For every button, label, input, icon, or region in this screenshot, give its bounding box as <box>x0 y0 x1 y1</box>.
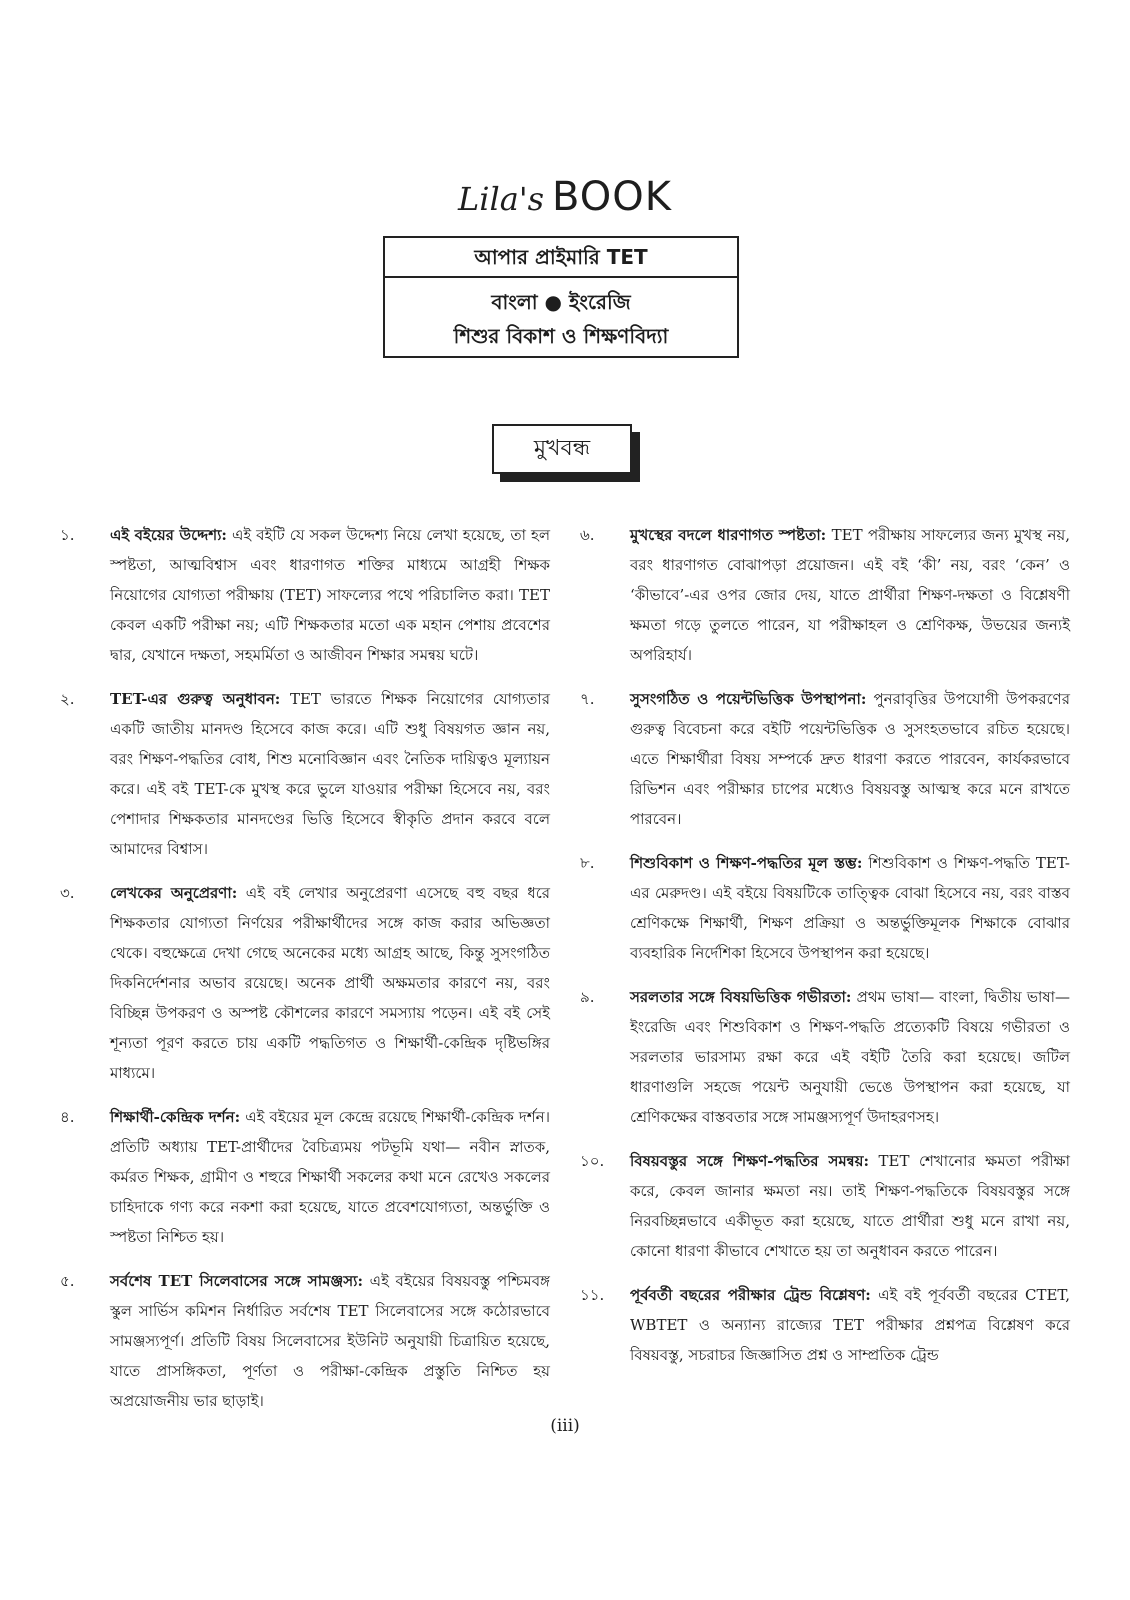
item-number: ২. <box>60 690 75 708</box>
item-body: এই বইয়ের বিষয়বস্তু পশ্চিমবঙ্গ স্কুল সার্ভিস কমিশন নির্ধারিত সর্বশেষ TET সিলেবাসের সঙ্গে কঠোরভাবে সামঞ্জস্যপূর্ণ। প্রতিটি বিষয় সিলেবাসের ইউনিট অনুযায়ী চিত্রায়িত হয়েছে, যাতে প্রাসঙ্গিকতা, পূর্ণতা ও পরীক্ষা-কেন্দ্রিক প্রস্তুতি নিশ্চিত হয় অপ্রয়োজনীয় ভার ছাড়াই। <box>110 1272 550 1410</box>
item-body: এই বইয়ের মূল কেন্দ্রে রয়েছে শিক্ষার্থী-কেন্দ্রিক দর্শন। প্রতিটি অধ্যায় TET-প্রার্থীদের বৈচিত্র্যময় পটভূমি যথা— নবীন স্নাতক, কর্মরত শিক্ষক, গ্রামীণ ও শহুরে শিক্ষার্থী সকলের কথা মনে রেখেও সকলের চাহিদাকে গণ্য করে নকশা করা হয়েছে, যাতে প্রবেশযোগ্যতা, অন্তর্ভুক্তি ও স্পষ্টতা নিশ্চিত হয়। <box>110 1108 550 1246</box>
list-item <box>580 684 1070 834</box>
item-number: ৭. <box>580 690 595 708</box>
book-title-box <box>383 236 739 358</box>
list-item <box>580 1146 1070 1266</box>
item-body: প্রথম ভাষা— বাংলা, দ্বিতীয় ভাষা— ইংরেজি এবং শিশুবিকাশ ও শিক্ষণ-পদ্ধতি প্রত্যেকটি বিষয়ে গভীরতা ও সরলতার ভারসাম্য রক্ষা করে এই বইটি তৈরি করা হয়েছে। জটিল ধারণাগুলি সহজে পয়েন্ট অনুযায়ী ভেঙে উপস্থাপন করা হয়েছে, যা শ্রেণিকক্ষের বাস্তবতার সঙ্গে সামঞ্জস্যপূর্ণ উদাহরণসহ। <box>630 988 1070 1126</box>
item-number: ৪. <box>60 1108 75 1126</box>
list-item <box>580 1280 1070 1370</box>
list-item <box>60 1266 550 1416</box>
list-item <box>60 1102 550 1252</box>
item-heading: শিশুবিকাশ ও শিক্ষণ-পদ্ধতির মূল স্তম্ভ: <box>630 854 863 872</box>
item-number: ১. <box>60 526 75 544</box>
item-heading: সর্বশেষ TET সিলেবাসের সঙ্গে সামঞ্জস্য: <box>110 1272 364 1290</box>
right-column <box>580 520 1070 1384</box>
item-number: ৫. <box>60 1272 75 1290</box>
item-heading: শিক্ষার্থী-কেন্দ্রিক দর্শন: <box>110 1108 241 1126</box>
item-heading: সরলতার সঙ্গে বিষয়ভিত্তিক গভীরতা: <box>630 988 852 1006</box>
item-body: TET ভারতে শিক্ষক নিয়োগের যোগ্যতার একটি জাতীয় মানদণ্ড হিসেবে কাজ করে। এটি শুধু বিষয়গত জ্ঞান নয়, বরং শিক্ষণ-পদ্ধতির বোধ, শিশু মনোবিজ্ঞান এবং নৈতিক দায়িত্বও মূল্যায়ন করে। এই বই TET-কে মুখস্থ করে ভুলে যাওয়ার পরীক্ষা হিসেবে নয়, বরং পেশাদার শিক্ষকতার মানদণ্ডের ভিত্তি হিসেবে স্বীকৃতি প্রদান করবে বলে আমাদের বিশ্বাস। <box>110 690 550 858</box>
list-item <box>580 848 1070 968</box>
brand-word: BOOK <box>552 174 672 220</box>
item-body: TET শেখানোর ক্ষমতা পরীক্ষা করে, কেবল জানার ক্ষমতা নয়। তাই শিক্ষণ-পদ্ধতিকে বিষয়বস্তুর সঙ্গে নিরবচ্ছিন্নভাবে একীভূত করা হয়েছে, যাতে প্রার্থীরা শুধু মনে রাখা নয়, কোনো ধারণা কীভাবে শেখাতে হয় তা অনুধাবন করতে পারেন। <box>630 1152 1070 1260</box>
book-title-line1: আপার প্রাইমারি TET <box>385 238 737 278</box>
list-item <box>60 520 550 670</box>
item-number: ১০. <box>580 1152 605 1170</box>
brand-script: Lila's <box>458 180 545 218</box>
item-number: ৮. <box>580 854 595 872</box>
page-number: (iii) <box>550 1416 580 1436</box>
item-heading: TET-এর গুরুত্ব অনুধাবন: <box>110 690 281 708</box>
item-body: TET পরীক্ষায় সাফল্যের জন্য মুখস্থ নয়, বরং ধারণাগত বোঝাপড়া প্রয়োজন। এই বই ‘কী’ নয়, বরং ‘কেন’ ও ‘কীভাবে’-এর ওপর জোর দেয়, যাতে প্রার্থীরা শিক্ষণ-দক্ষতা ও বিশ্লেষণী ক্ষমতা গড়ে তুলতে পারেন, যা পরীক্ষাহল ও শ্রেণিকক্ষ, উভয়ের জন্যই অপরিহার্য। <box>630 526 1071 664</box>
list-item <box>580 982 1070 1132</box>
item-body: এই বই পূর্ববর্তী বছরের CTET, WBTET ও অন্যান্য রাজ্যের TET পরীক্ষার প্রশ্নপত্র বিশ্লেষণ করে বিষয়বস্তু, সচরাচর জিজ্ঞাসিত প্রশ্ন ও সাম্প্রতিক ট্রেন্ড <box>630 1286 1070 1364</box>
section-title-box <box>492 424 642 482</box>
item-heading: মুখস্থের বদলে ধারণাগত স্পষ্টতা: <box>630 526 827 544</box>
item-heading: এই বইয়ের উদ্দেশ্য: <box>110 526 227 544</box>
item-body: এই বইটি যে সকল উদ্দেশ্য নিয়ে লেখা হয়েছে, তা হল স্পষ্টতা, আত্মবিশ্বাস এবং ধারণাগত শক্তির মাধ্যমে আগ্রহী শিক্ষক নিয়োগের যোগ্যতা পরীক্ষায় (TET) সাফল্যের পথে পরিচালিত করা। TET কেবল একটি পরীক্ষা নয়; এটি শিক্ষকতার মতো এক মহান পেশায় প্রবেশের দ্বার, যেখানে দক্ষতা, সহমর্মিতা ও আজীবন শিক্ষার সমন্বয় ঘটে। <box>110 526 550 664</box>
item-heading: লেখকের অনুপ্রেরণা: <box>110 884 238 902</box>
item-number: ৯. <box>580 988 595 1006</box>
brand-logo <box>0 170 1130 226</box>
item-body: এই বই লেখার অনুপ্রেরণা এসেছে বহু বছর ধরে শিক্ষকতার যোগ্যতা নির্ণয়ের পরীক্ষার্থীদের সঙ্গে কাজ করার অভিজ্ঞতা থেকে। বহুক্ষেত্রে দেখা গেছে অনেকের মধ্যে আগ্রহ আছে, কিন্তু সুসংগঠিত দিকনির্দেশনার অভাব রয়েছে। অনেক প্রার্থী অক্ষমতার কারণে নয়, বরং বিচ্ছিন্ন উপকরণ ও অস্পষ্ট কৌশলের কারণে সমস্যায় পড়েন। এই বই সেই শূন্যতা পূরণ করতে চায় একটি পদ্ধতিগত ও শিক্ষার্থী-কেন্দ্রিক দৃষ্টিভঙ্গির মাধ্যমে। <box>110 884 551 1082</box>
book-title-line2: বাংলা ● ইংরেজি <box>491 290 631 314</box>
item-heading: পূর্ববর্তী বছরের পরীক্ষার ট্রেন্ড বিশ্লেষণ: <box>630 1286 871 1304</box>
item-body: পুনরাবৃত্তির উপযোগী উপকরণের গুরুত্ব বিবেচনা করে বইটি পয়েন্টভিত্তিক ও সুসংহতভাবে রচিত হয়েছে। এতে শিক্ষার্থীরা বিষয় সম্পর্কে দ্রুত ধারণা করতে পারবেন, কার্যকরভাবে রিভিশন এবং পরীক্ষার চাপের মধ্যেও বিষয়বস্তু আত্মস্থ করে মনে রাখতে পারবেন। <box>630 690 1070 828</box>
item-number: ৩. <box>60 884 75 902</box>
left-column <box>60 520 550 1430</box>
item-number: ১১. <box>580 1286 605 1304</box>
item-heading: সুসংগঠিত ও পয়েন্টভিত্তিক উপস্থাপনা: <box>630 690 867 708</box>
item-body: শিশুবিকাশ ও শিক্ষণ-পদ্ধতি TET-এর মেরুদণ্ড। এই বইয়ে বিষয়টিকে তাত্ত্বিক বোঝা হিসেবে নয়, বরং বাস্তব শ্রেণিকক্ষে শিক্ষার্থী, শিক্ষণ প্রক্রিয়া ও অন্তর্ভুক্তিমূলক শিক্ষাকে বোঝার ব্যবহারিক নির্দেশিকা হিসেবে উপস্থাপন করা হয়েছে। <box>630 854 1070 962</box>
item-number: ৬. <box>580 526 595 544</box>
book-title-subjects <box>385 278 737 353</box>
section-title: মুখবন্ধ <box>492 424 632 474</box>
list-item <box>60 684 550 864</box>
list-item <box>60 878 550 1088</box>
book-title-line3: শিশুর বিকাশ ও শিক্ষণবিদ্যা <box>453 324 669 348</box>
item-heading: বিষয়বস্তুর সঙ্গে শিক্ষণ-পদ্ধতির সমন্বয়: <box>630 1152 870 1170</box>
list-item <box>580 520 1070 670</box>
